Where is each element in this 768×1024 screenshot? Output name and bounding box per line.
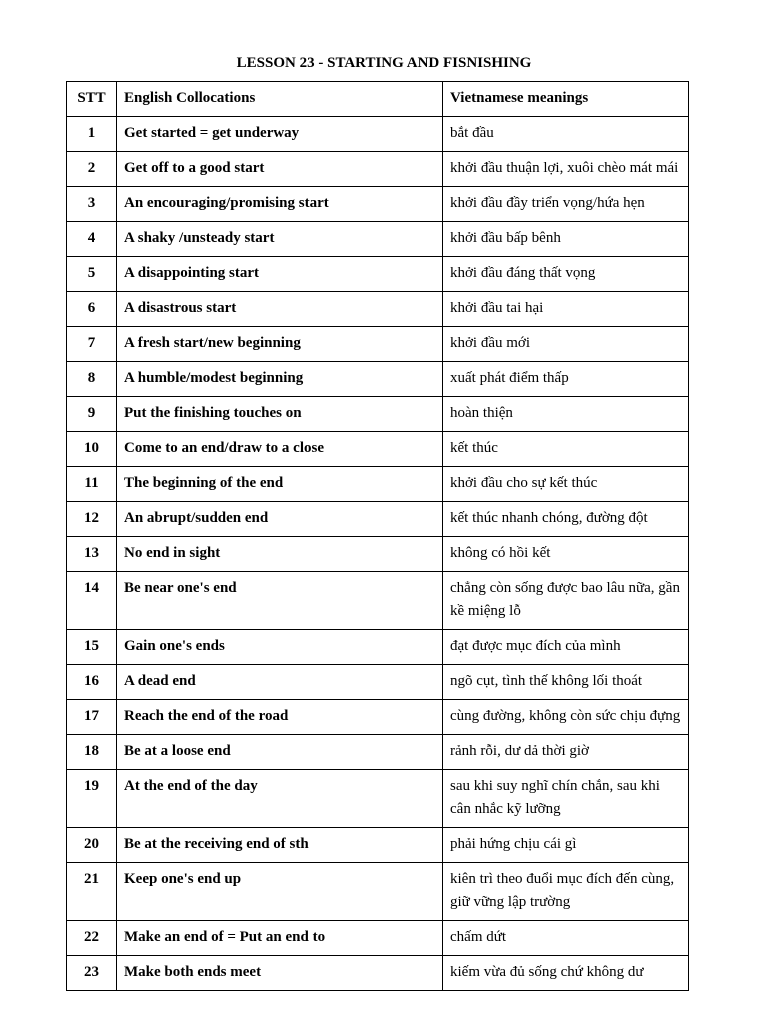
row-number: 1 [67,117,117,152]
table-row [67,292,689,327]
row-number: 8 [67,362,117,397]
table-row [67,630,689,665]
english-collocation: A shaky /unsteady start [117,222,443,257]
row-number: 20 [67,828,117,863]
vietnamese-meaning: khởi đầu đầy triển vọng/hứa hẹn [443,187,689,222]
english-collocation: Be near one's end [117,572,443,630]
english-collocation: Get off to a good start [117,152,443,187]
english-collocation: Keep one's end up [117,863,443,921]
vietnamese-meaning: khởi đầu cho sự kết thúc [443,467,689,502]
vietnamese-meaning: xuất phát điểm thấp [443,362,689,397]
table-body [67,117,689,991]
english-collocation: A fresh start/new beginning [117,327,443,362]
row-number: 12 [67,502,117,537]
english-collocation: Reach the end of the road [117,700,443,735]
row-number: 5 [67,257,117,292]
table-row [67,222,689,257]
row-number: 9 [67,397,117,432]
vietnamese-meaning: chẳng còn sống được bao lâu nữa, gần kề miệng lỗ [443,572,689,630]
vietnamese-meaning: kiên trì theo đuổi mục đích đến cùng, giữ vững lập trường [443,863,689,921]
row-number: 16 [67,665,117,700]
english-collocation: At the end of the day [117,770,443,828]
page-title: LESSON 23 - STARTING AND FISNISHING [236,55,532,71]
english-collocation: A disastrous start [117,292,443,327]
english-collocation: Be at a loose end [117,735,443,770]
row-number: 18 [67,735,117,770]
row-number: 23 [67,956,117,991]
vietnamese-meaning: sau khi suy nghĩ chín chắn, sau khi cân nhắc kỹ lưỡng [443,770,689,828]
english-collocation: An abrupt/sudden end [117,502,443,537]
table-row [67,432,689,467]
row-number: 21 [67,863,117,921]
vietnamese-meaning: chấm dứt [443,921,689,956]
vietnamese-meaning: khởi đầu đáng thất vọng [443,257,689,292]
english-collocation: Be at the receiving end of sth [117,828,443,863]
vietnamese-meaning: kết thúc [443,432,689,467]
row-number: 11 [67,467,117,502]
row-number: 4 [67,222,117,257]
vietnamese-meaning: khởi đầu thuận lợi, xuôi chèo mát mái [443,152,689,187]
vietnamese-meaning: không có hồi kết [443,537,689,572]
row-number: 22 [67,921,117,956]
table-row [67,770,689,828]
table-row [67,572,689,630]
english-collocation: An encouraging/promising start [117,187,443,222]
english-collocation: Put the finishing touches on [117,397,443,432]
table-row [67,537,689,572]
table-row [67,327,689,362]
table-row [67,257,689,292]
row-number: 10 [67,432,117,467]
vietnamese-meaning: khởi đầu bấp bênh [443,222,689,257]
english-collocation: No end in sight [117,537,443,572]
row-number: 6 [67,292,117,327]
vietnamese-meaning: khởi đầu mới [443,327,689,362]
table-header-row [67,82,689,117]
row-number: 7 [67,327,117,362]
english-collocation: A dead end [117,665,443,700]
vietnamese-meaning: đạt được mục đích của mình [443,630,689,665]
column-header-english: English Collocations [117,82,443,117]
english-collocation: The beginning of the end [117,467,443,502]
table-row [67,467,689,502]
row-number: 17 [67,700,117,735]
vietnamese-meaning: kiếm vừa đủ sống chứ không dư [443,956,689,991]
row-number: 19 [67,770,117,828]
vietnamese-meaning: khởi đầu tai hại [443,292,689,327]
table-row [67,921,689,956]
english-collocation: Make both ends meet [117,956,443,991]
table-row [67,362,689,397]
vietnamese-meaning: rảnh rỗi, dư dả thời giờ [443,735,689,770]
vietnamese-meaning: kết thúc nhanh chóng, đường đột [443,502,689,537]
row-number: 2 [67,152,117,187]
table-row [67,956,689,991]
english-collocation: Get started = get underway [117,117,443,152]
english-collocation: Come to an end/draw to a close [117,432,443,467]
english-collocation: Make an end of = Put an end to [117,921,443,956]
vietnamese-meaning: ngõ cụt, tình thế không lối thoát [443,665,689,700]
table-row [67,502,689,537]
table-row [67,152,689,187]
table-row [67,863,689,921]
vietnamese-meaning: bắt đầu [443,117,689,152]
vietnamese-meaning: phải hứng chịu cái gì [443,828,689,863]
vietnamese-meaning: cùng đường, không còn sức chịu đựng [443,700,689,735]
english-collocation: A disappointing start [117,257,443,292]
collocations-table [66,81,689,991]
table-row [67,665,689,700]
english-collocation: A humble/modest beginning [117,362,443,397]
row-number: 14 [67,572,117,630]
row-number: 3 [67,187,117,222]
table-row [67,397,689,432]
column-header-vietnamese: Vietnamese meanings [443,82,689,117]
row-number: 15 [67,630,117,665]
table-row [67,117,689,152]
english-collocation: Gain one's ends [117,630,443,665]
vietnamese-meaning: hoàn thiện [443,397,689,432]
table-row [67,187,689,222]
column-header-stt: STT [67,82,117,117]
table-row [67,700,689,735]
table-row [67,828,689,863]
row-number: 13 [67,537,117,572]
table-row [67,735,689,770]
